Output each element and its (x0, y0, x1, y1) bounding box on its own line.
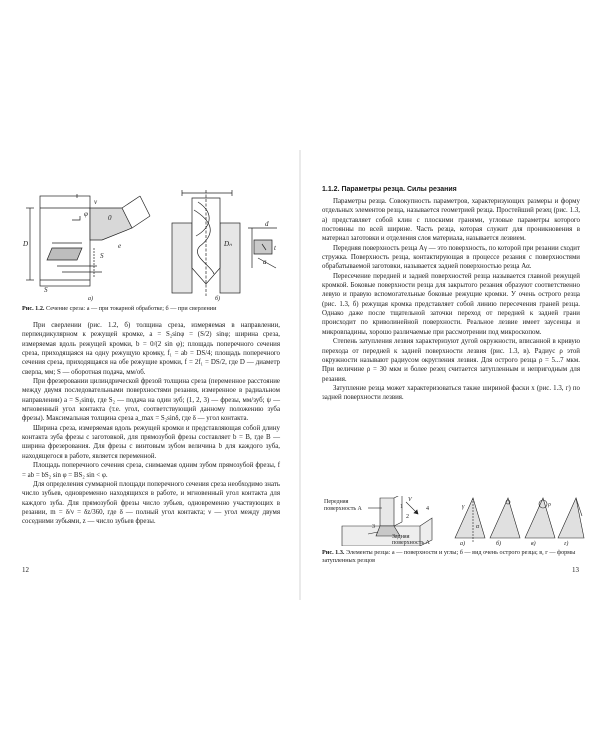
label-front-surface: Передняя (324, 499, 349, 505)
figure-1-2-caption (22, 305, 282, 313)
label-4: 4 (426, 506, 429, 512)
label-df: Dₙ (224, 240, 232, 248)
figure-1-2-sub-b: б) (215, 296, 221, 302)
label-rear-surface: Задняя (392, 534, 410, 540)
caption-lead: Рис. 1.2. (22, 305, 45, 312)
section-title: 1.1.2. Параметры резца. Силы резания (322, 186, 457, 193)
right-page (300, 0, 600, 750)
label-s: S (100, 252, 104, 260)
figure-1-3 (320, 496, 585, 546)
label-a: a (263, 258, 267, 266)
paragraph: Пересечение передней и задней поверхностей резца называется главной режущей кромкой. Боковые поверхности резца для закрытого резания образуют соответственно левую и правую вспомогательные боковые режущие кромки. У очень острого резца (рис. 1.3, б) режущая кромка представляет собой линию пересечения граней резца. Однако даже после тщательной заточки переход от передней к задней грани происходит по криволинейной поверхности. Реальное лезвие имеет заусенцы и микровпадины, хорошо различаемые при рассмотрении под микроскопом. (322, 272, 580, 336)
page-number-left: 12 (22, 566, 29, 574)
paragraph: При сверлении (рис. 1.2, б) толщина среза, измеряемая в направлении, перпендикулярном к режущей кромке, a = S₂sinφ = (S/2) sinφ; ширина среза, измеряемая вдоль режущей кромки, b = 0/(2 sin φ); площадь поперечного сечения среза, приходящаяся на одну режущую кромку, f₁ = ab = DS/4; площадь поперечного сечения среза, приходящаяся на обе режущие кромки, f = 2f₁ = DS/2, где D — диаметр сверла, мм; S — оборотная подача, мм/об. (22, 322, 280, 376)
paragraph: Площадь поперечного сечения среза, снимаемая одним зубом прямозубой фрезы, f = ab = bS₂ sin φ = BS₂ sin < φ. (22, 462, 280, 479)
paragraph: Ширина среза, измеряемая вдоль режущей кромки и представляющая собой длину контакта зуба фрезы с заготовкой, для прямозубой фрезы составляет b = B, где B — ширина фрезерования. Для фрезы с винтовым зубом величина b для каждого зуба, находящегося в работе, является переменной. (22, 424, 280, 460)
fig3-sub-c: в) (531, 541, 536, 546)
paragraph: При фрезеровании цилиндрической фрезой толщина среза (переменное расстояние между двумя последовательными поверхностями резания, измеренное в радиальном направлении) a = S₂sinψ, где S₂ — подача на один зуб; (1, 2, 3) — фрезы, мм/зуб; ψ — мгновенный угол контакта (т.е. угол, соответствующий данному положению зуба фрезы). Максимальная толщина среза a_max = S₂sinδ, где δ — угол контакта. (22, 378, 280, 423)
fig3-sub-b: б) (496, 541, 502, 546)
label-1: 1 (400, 504, 403, 510)
label-d: d (265, 220, 269, 228)
figure-1-3-caption (322, 549, 580, 565)
label-phi: φ (84, 210, 88, 218)
paragraph: Степень затупления лезвия характеризуют дугой окружности, вписанной в кривую перехода от передней к задней поверхности лезвия (рис. 1.3, в). Радиус ρ этой окружности называют радиусом округления лезвия. Для острого резца ρ = 5...7 мкм. При величине ρ = 30 мкм и более резец считается затупленным и непригодным для резания. (322, 338, 580, 383)
label-e: e (118, 242, 122, 250)
caption-lead: Рис. 1.3. (322, 549, 345, 556)
label-front-surface-2: поверхность A (324, 506, 362, 512)
label-D: D (23, 240, 29, 248)
paragraph: Передняя поверхность резца Aγ — это поверхность, по которой при резании сходит стружка. Поверхность резца, контактирующая в процессе резания с поверхностями обрабатываемой заготовки, называется задней поверхностью резца Aα. (322, 244, 580, 271)
label-alpha: α (476, 524, 480, 530)
left-body-text (22, 321, 280, 527)
caption-text: Элементы резца: а — поверхности и углы; б — вид очень острого резца; в, г — формы затупленных резцов (322, 549, 576, 564)
label-rear-surface-2: поверхность A (392, 540, 430, 546)
label-gamma: γ (462, 504, 465, 510)
paragraph: Затупление резца может характеризоваться также шириной фаски x (рис. 1.3, г) по задней поверхности лезвия. (322, 384, 580, 402)
figure-1-2 (22, 188, 282, 298)
figure-1-2-sub-a: а) (88, 296, 93, 302)
paragraph: Для определения суммарной площади поперечного сечения среза необходимо знать число зубьев, одновременно находящихся в работе, и мгновенный угол контакта для каждого зуба. Для прямозубой фрезы число зубьев, одновременно участвующих в резании, m = δ/ν = δz/360, где δ — полный угол контакта; ν — угол между двумя соседними зубьями, z — число зубьев фрезы. (22, 480, 280, 526)
fig3-sub-a: а) (460, 541, 465, 546)
label-v: V (408, 497, 412, 503)
caption-text: Сечение среза: а — при токарной обработке; б — при сверлении (46, 305, 217, 312)
page-number-right: 13 (572, 566, 579, 574)
label-S: S (44, 286, 48, 294)
label-3: 3 (372, 524, 375, 530)
right-body-text (322, 197, 580, 403)
label-t: t (274, 244, 276, 252)
fig3-sub-d: г) (564, 541, 569, 546)
label-rho: ρ (548, 502, 551, 508)
label-2: 2 (406, 514, 409, 520)
label-v: v (94, 198, 98, 206)
label-zero: 0 (108, 214, 112, 222)
paragraph: Параметры резца. Совокупность параметров, характеризующих размеры и форму отдельных элементов резца, называется геометрией резца. Простейший резец (рис. 1.3, а) представляет собой клин с плоскими гранями, угловые параметры которого постоянны по всей ширине. Часть резца, которая служит для проникновения в материал заготовки и отделения слоя материала, называется лезвием. (322, 198, 580, 243)
